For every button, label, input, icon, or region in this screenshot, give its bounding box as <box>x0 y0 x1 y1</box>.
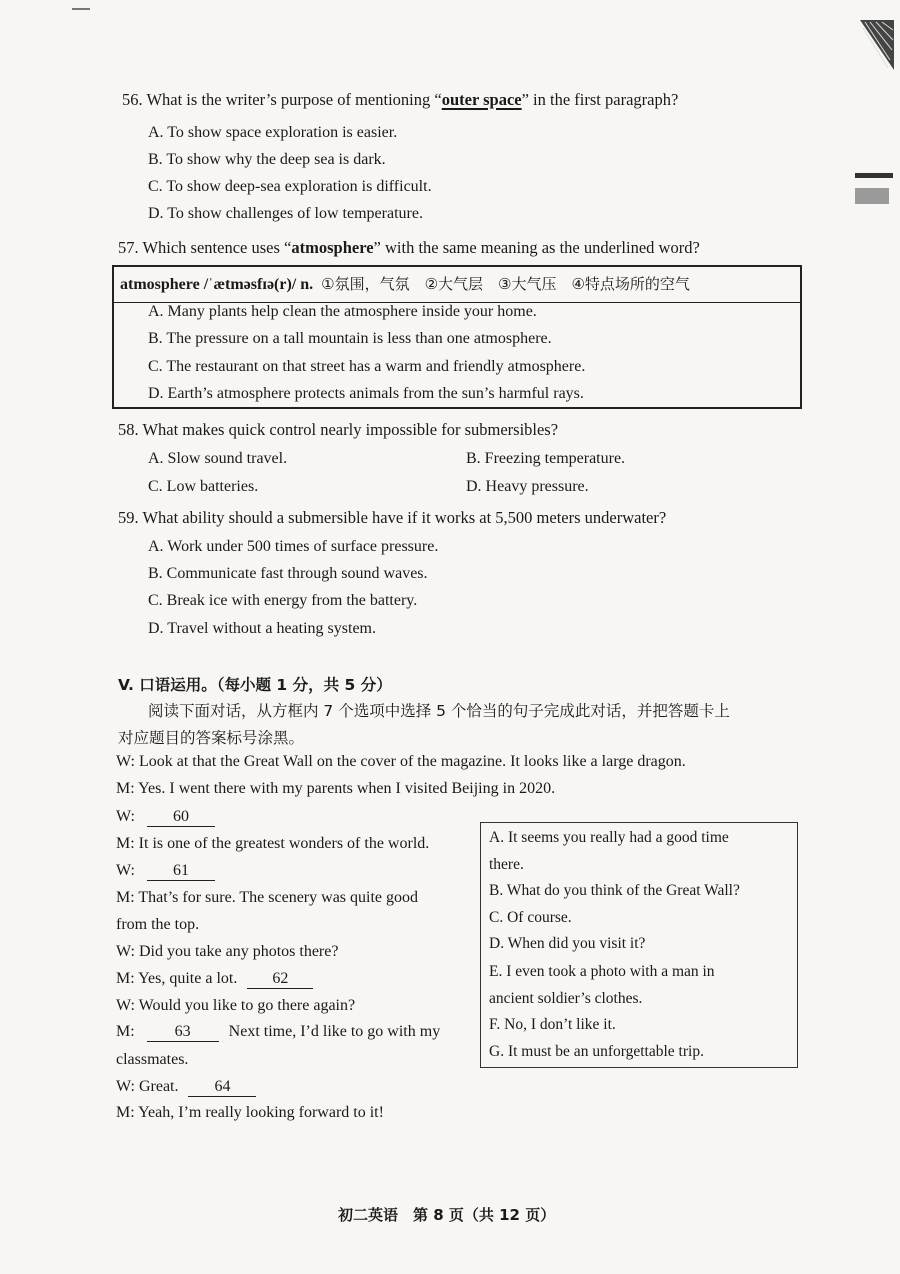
section-5-title: V. 口语运用。（每小题 1 分，共 5 分） <box>118 676 392 694</box>
dialogue-line-1: W: Look at that the Great Wall on the cover of the magazine. It looks like a large dragon. <box>116 753 686 770</box>
q59-option-d: D. Travel without a heating system. <box>148 620 376 637</box>
dictionary-entry <box>120 273 690 294</box>
dialogue-speaker: W: <box>116 862 135 879</box>
choice-e-line-2: ancient soldier’s clothes. <box>489 990 643 1007</box>
choice-d: D. When did you visit it? <box>489 935 646 952</box>
q58-option-c: C. Low batteries. <box>148 478 259 495</box>
dialogue-line-12: M: Yeah, I’m really looking forward to it! <box>116 1104 384 1121</box>
q57-option-b: B. The pressure on a tall mountain is less than one atmosphere. <box>148 330 552 347</box>
q56-option-d: D. To show challenges of low temperature. <box>148 205 423 222</box>
q58-option-a: A. Slow sound travel. <box>148 450 288 467</box>
binding-corner-decoration <box>860 20 894 70</box>
blank-64[interactable]: 64 <box>188 1078 256 1097</box>
dialogue-line-6b: from the top. <box>116 916 200 933</box>
question-57-term: atmosphere <box>291 238 374 257</box>
choice-e-line-1: E. I even took a photo with a man in <box>489 963 715 980</box>
q57-option-c: C. The restaurant on that street has a warm and friendly atmosphere. <box>148 358 586 375</box>
question-56-term: outer space <box>441 90 522 109</box>
dialogue-line-8 <box>116 970 313 989</box>
dictionary-senses: ①氛围，气氛 ②大气层 ③大气压 ④特点场所的空气 <box>321 275 690 293</box>
q56-option-b: B. To show why the deep sea is dark. <box>148 151 386 168</box>
dialogue-line-10b: classmates. <box>116 1051 189 1068</box>
section-5-instruction-1: 阅读下面对话，从方框内 7 个选项中选择 5 个恰当的句子完成此对话，并把答题卡上 <box>148 702 730 720</box>
dialogue-line-9: W: Would you like to go there again? <box>116 997 356 1014</box>
question-56-prefix: 56. What is the writer’s purpose of mentioning “ <box>122 90 442 109</box>
blank-63[interactable]: 63 <box>147 1023 219 1042</box>
choice-a-line-1: A. It seems you really had a good time <box>489 829 729 846</box>
dialogue-speaker: M: <box>116 1023 135 1040</box>
dialogue-line-11-prefix: W: Great. <box>116 1078 179 1095</box>
question-57-prefix: 57. Which sentence uses “ <box>118 238 292 257</box>
section-5-instruction-2: 对应题目的答案标号涂黑。 <box>118 729 305 747</box>
q58-option-d: D. Heavy pressure. <box>466 478 589 495</box>
dialogue-line-4: M: It is one of the greatest wonders of the world. <box>116 835 430 852</box>
question-59: 59. What ability should a submersible have if it works at 5,500 meters underwater? <box>118 508 667 527</box>
question-57 <box>118 238 700 258</box>
q57-option-a: A. Many plants help clean the atmosphere inside your home. <box>148 303 537 320</box>
dialogue-line-11 <box>116 1078 256 1097</box>
blank-62[interactable]: 62 <box>247 970 313 989</box>
question-56 <box>122 90 678 110</box>
choice-g: G. It must be an unforgettable trip. <box>489 1043 704 1060</box>
dialogue-speaker: W: <box>116 808 135 825</box>
dialogue-line-7: W: Did you take any photos there? <box>116 943 339 960</box>
q59-option-b: B. Communicate fast through sound waves. <box>148 565 428 582</box>
scan-mark <box>855 173 893 178</box>
q58-option-b: B. Freezing temperature. <box>466 450 626 467</box>
dialogue-line-3 <box>116 808 215 827</box>
dialogue-line-6a: M: That’s for sure. The scenery was quite good <box>116 889 419 906</box>
q59-option-a: A. Work under 500 times of surface pressure. <box>148 538 439 555</box>
question-58: 58. What makes quick control nearly impossible for submersibles? <box>118 420 559 439</box>
dialogue-line-2: M: Yes. I went there with my parents when I visited Beijing in 2020. <box>116 780 556 797</box>
q56-option-c: C. To show deep-sea exploration is difficult. <box>148 178 432 195</box>
q57-option-d: D. Earth’s atmosphere protects animals from the sun’s harmful rays. <box>148 385 584 402</box>
choice-f: F. No, I don’t like it. <box>489 1016 616 1033</box>
dialogue-line-10-suffix: Next time, I’d like to go with my <box>228 1023 441 1040</box>
dictionary-headword: atmosphere /ˈætməsfɪə(r)/ n. <box>120 276 314 293</box>
dialogue-line-8-prefix: M: Yes, quite a lot. <box>116 970 238 987</box>
dialogue-line-5 <box>116 862 215 881</box>
blank-61[interactable]: 61 <box>147 862 215 881</box>
dialogue-line-10 <box>116 1023 440 1042</box>
choice-b: B. What do you think of the Great Wall? <box>489 882 740 899</box>
q59-option-c: C. Break ice with energy from the battery. <box>148 592 418 609</box>
blank-60[interactable]: 60 <box>147 808 215 827</box>
question-57-suffix: ” with the same meaning as the underlined word? <box>373 238 700 257</box>
scan-mark <box>855 188 889 204</box>
choice-c: C. Of course. <box>489 909 572 926</box>
page-footer: 初二英语 第 8 页（共 12 页） <box>338 1206 556 1224</box>
choice-a-line-2: there. <box>489 856 524 873</box>
question-56-suffix: ” in the first paragraph? <box>521 90 679 109</box>
q56-option-a: A. To show space exploration is easier. <box>148 124 398 141</box>
scan-mark <box>72 8 90 10</box>
